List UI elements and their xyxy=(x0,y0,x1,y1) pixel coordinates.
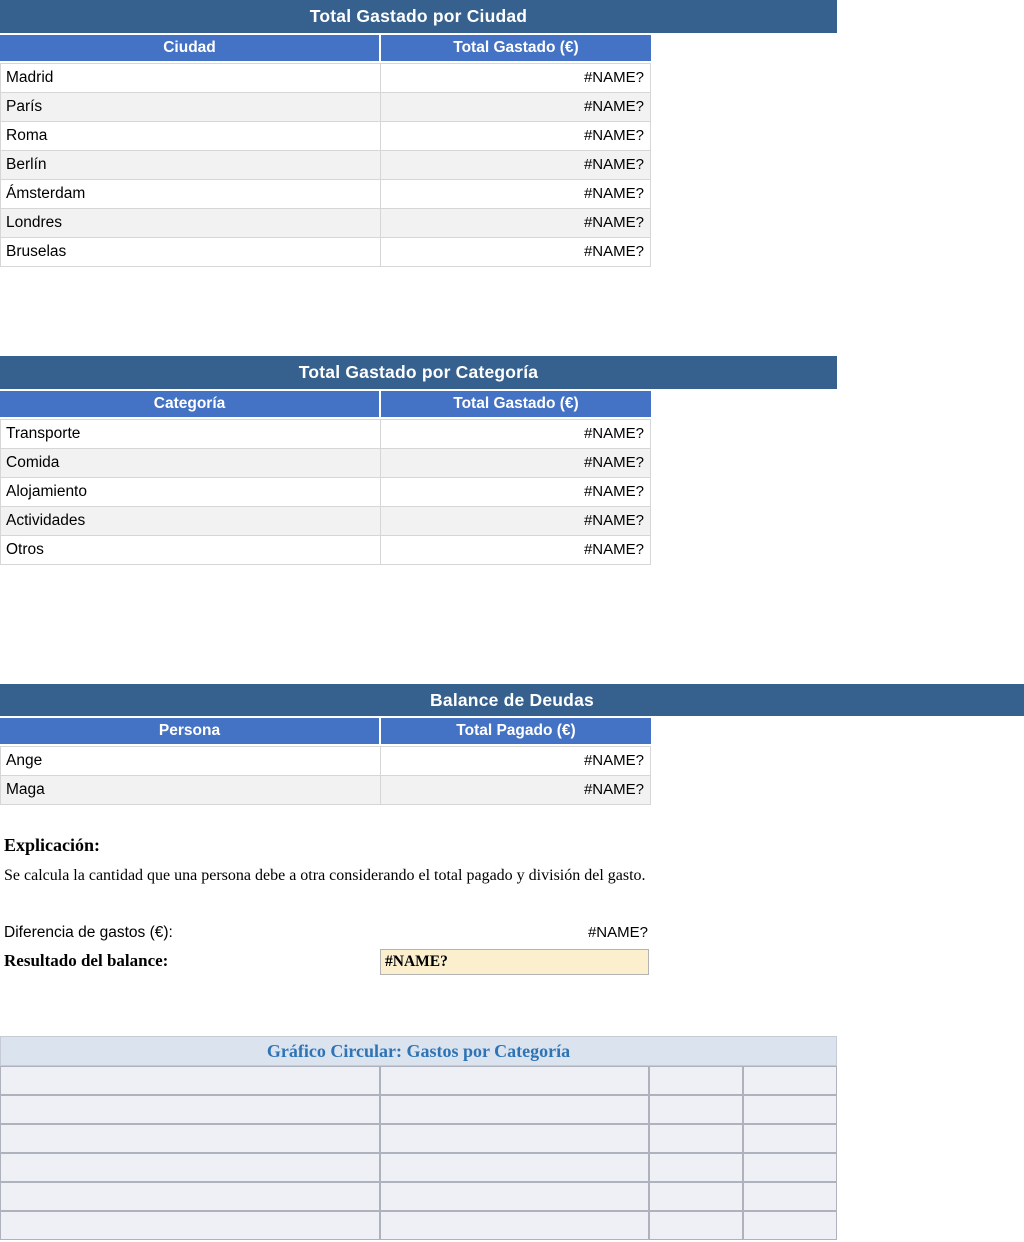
error-value-cell: #NAME? xyxy=(583,512,644,529)
chart-grid-cell xyxy=(743,1182,837,1211)
category-name-cell: Alojamiento xyxy=(1,478,381,506)
table-row xyxy=(0,122,651,151)
balance-table-title: Balance de Deudas xyxy=(0,684,1024,716)
category-spend-table xyxy=(0,356,837,565)
city-name-cell: Berlín xyxy=(1,151,381,179)
column-header-categoria: Categoría xyxy=(0,391,381,417)
chart-grid-cell xyxy=(649,1211,743,1240)
table-row xyxy=(0,93,651,122)
chart-grid-cell xyxy=(743,1124,837,1153)
table-row xyxy=(0,151,651,180)
chart-grid-cell xyxy=(649,1095,743,1124)
table-row xyxy=(0,507,651,536)
result-label: Resultado del balance: xyxy=(4,951,169,970)
table-row xyxy=(0,776,651,805)
chart-grid-cell xyxy=(649,1182,743,1211)
chart-grid-cell xyxy=(0,1095,380,1124)
error-value-cell: #NAME? xyxy=(583,454,644,471)
chart-grid-row xyxy=(0,1124,837,1153)
chart-grid-cell xyxy=(380,1066,649,1095)
chart-grid-row xyxy=(0,1066,837,1095)
table-row xyxy=(0,449,651,478)
result-value-cell: #NAME? xyxy=(380,949,649,975)
chart-grid-row xyxy=(0,1211,837,1240)
table-row xyxy=(0,478,651,507)
error-value-cell: #NAME? xyxy=(583,781,644,798)
city-table-header-row xyxy=(0,35,651,61)
chart-grid-cell xyxy=(0,1066,380,1095)
error-value-cell: #NAME? xyxy=(583,185,644,202)
city-name-cell: Londres xyxy=(1,209,381,237)
chart-grid-cell xyxy=(649,1124,743,1153)
category-name-cell: Comida xyxy=(1,449,381,477)
category-table-title: Total Gastado por Categoría xyxy=(0,356,837,389)
city-spend-table xyxy=(0,0,837,267)
balance-table-rows xyxy=(0,746,651,805)
table-row xyxy=(0,64,651,93)
error-value-cell: #NAME? xyxy=(583,214,644,231)
person-name-cell: Maga xyxy=(1,776,381,804)
error-value-cell: #NAME? xyxy=(583,127,644,144)
column-header-ciudad: Ciudad xyxy=(0,35,381,61)
chart-grid-cell xyxy=(743,1153,837,1182)
error-value-cell: #NAME? xyxy=(583,483,644,500)
city-name-cell: París xyxy=(1,93,381,121)
category-name-cell: Actividades xyxy=(1,507,381,535)
chart-grid-row xyxy=(0,1182,837,1211)
chart-grid-cell xyxy=(649,1153,743,1182)
city-table-title: Total Gastado por Ciudad xyxy=(0,0,837,33)
chart-grid-cell xyxy=(380,1095,649,1124)
city-name-cell: Ámsterdam xyxy=(1,180,381,208)
error-value-cell: #NAME? xyxy=(583,425,644,442)
city-name-cell: Bruselas xyxy=(1,238,381,266)
chart-grid-row xyxy=(0,1153,837,1182)
column-header-total-gastado: Total Gastado (€) xyxy=(381,35,651,61)
category-name-cell: Transporte xyxy=(1,420,381,448)
chart-grid-cell xyxy=(0,1153,380,1182)
chart-grid-cell xyxy=(743,1095,837,1124)
chart-placeholder-grid xyxy=(0,1066,837,1240)
table-row xyxy=(0,238,651,267)
error-value-cell: #NAME? xyxy=(583,752,644,769)
city-name-cell: Madrid xyxy=(1,64,381,92)
chart-grid-cell xyxy=(743,1066,837,1095)
table-row xyxy=(0,209,651,238)
chart-grid-cell xyxy=(380,1211,649,1240)
explanation-body: Se calcula la cantidad que una persona debe a otra considerando el total pagado y división del gasto. xyxy=(4,867,646,884)
error-value-cell: #NAME? xyxy=(583,156,644,173)
table-row xyxy=(0,180,651,209)
balance-table-header-row xyxy=(0,718,651,744)
chart-grid-row xyxy=(0,1095,837,1124)
chart-grid-cell xyxy=(380,1124,649,1153)
pie-chart-section-title: Gráfico Circular: Gastos por Categoría xyxy=(0,1036,837,1066)
table-row xyxy=(0,420,651,449)
table-row xyxy=(0,747,651,776)
column-header-total-pagado: Total Pagado (€) xyxy=(381,718,651,744)
category-table-rows xyxy=(0,419,651,565)
chart-grid-cell xyxy=(0,1211,380,1240)
person-name-cell: Ange xyxy=(1,747,381,775)
category-table-header-row xyxy=(0,391,651,417)
city-name-cell: Roma xyxy=(1,122,381,150)
explanation-heading: Explicación: xyxy=(4,835,101,855)
difference-value: #NAME? xyxy=(587,924,648,941)
chart-grid-cell xyxy=(0,1124,380,1153)
city-table-rows xyxy=(0,63,651,267)
error-value-cell: #NAME? xyxy=(583,541,644,558)
error-value-cell: #NAME? xyxy=(583,69,644,86)
debt-balance-table xyxy=(0,684,1024,805)
chart-grid-cell xyxy=(743,1211,837,1240)
chart-grid-cell xyxy=(380,1153,649,1182)
error-value-cell: #NAME? xyxy=(583,243,644,260)
chart-grid-cell xyxy=(649,1066,743,1095)
chart-grid-cell xyxy=(380,1182,649,1211)
column-header-persona: Persona xyxy=(0,718,381,744)
difference-label: Diferencia de gastos (€): xyxy=(4,924,173,941)
column-header-total-gastado: Total Gastado (€) xyxy=(381,391,651,417)
error-value-cell: #NAME? xyxy=(583,98,644,115)
chart-grid-cell xyxy=(0,1182,380,1211)
table-row xyxy=(0,536,651,565)
category-name-cell: Otros xyxy=(1,536,381,564)
